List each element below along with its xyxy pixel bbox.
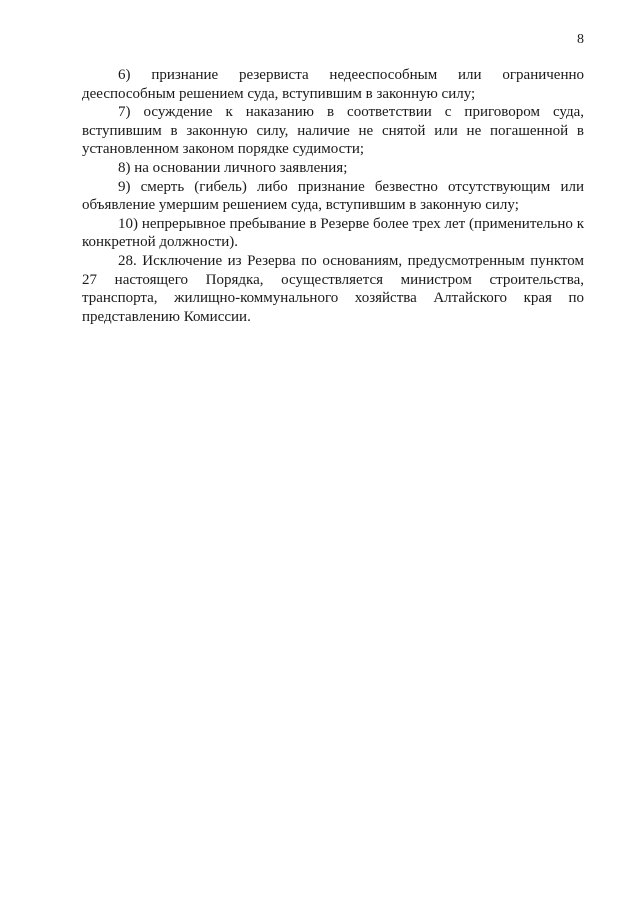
clause-28: 28. Исключение из Резерва по основаниям, предусмотренным пунктом 27 настоящего Порядка, осуществляется министром строительства, транспорта, жилищно-коммунального хозяйства Алтайского края по представлению Комиссии. [82,252,584,325]
document-body [82,66,584,326]
list-item-8: 8) на основании личного заявления; [118,159,348,176]
list-item-7: 7) осуждение к наказанию в соответствии с приговором суда, вступившим в законную силу, наличие не снятой или не погашенной в установленном законом порядке судимости; [82,104,584,158]
list-item-6: 6) признание резервиста недееспособным или ограниченно дееспособным решением суда, вступившим в законную силу; [82,67,584,102]
list-item-9: 9) смерть (гибель) либо признание безвестно отсутствующим или объявление умершим решением суда, вступившим в законную силу; [82,178,584,214]
page-number: 8 [577,32,584,47]
list-item-10: 10) непрерывное пребывание в Резерве более трех лет (применительно к конкретной должности). [82,215,584,251]
